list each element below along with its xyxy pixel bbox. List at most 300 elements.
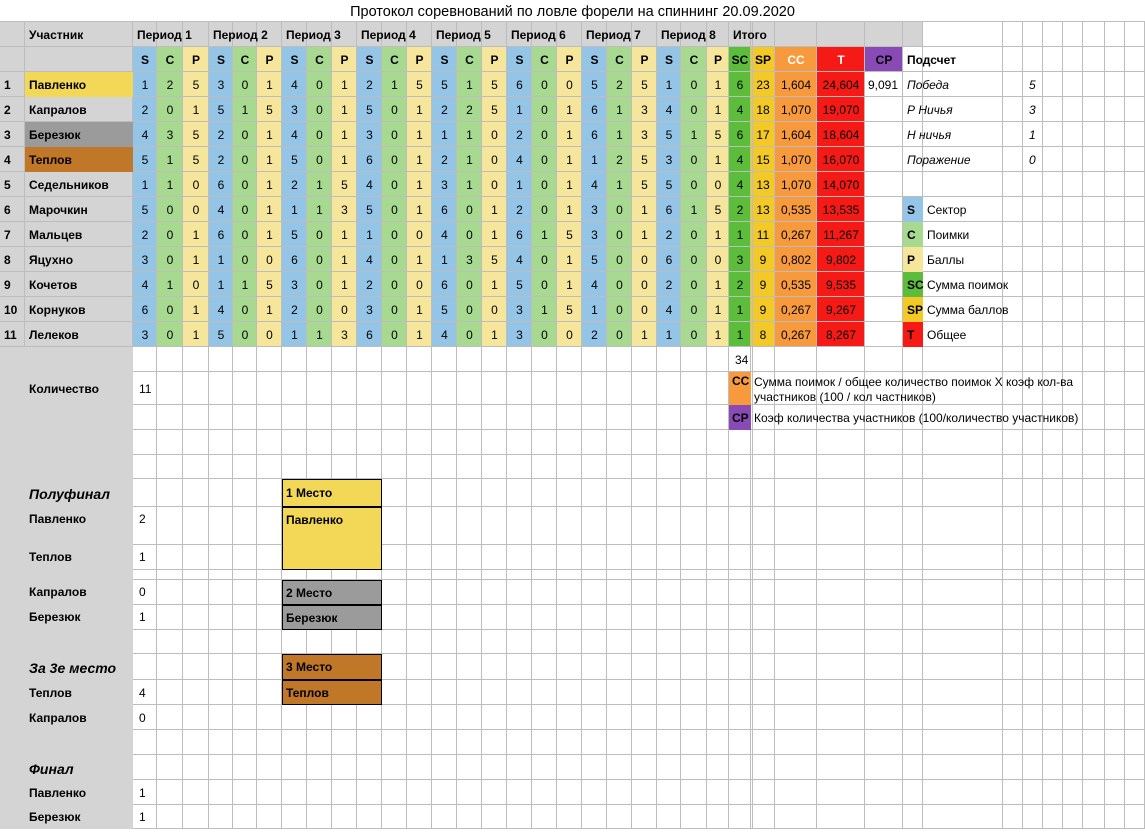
sc-value: 4 (736, 102, 744, 117)
score-value: 2 (441, 152, 448, 167)
cc-value: 0,535 (780, 277, 812, 292)
sc-value: 2 (736, 277, 744, 292)
sp-value: 9 (759, 277, 767, 292)
score-value: 1 (491, 277, 498, 292)
score-value: 1 (516, 102, 523, 117)
score-value: 0 (616, 302, 623, 317)
sub-header-P: P (713, 52, 722, 67)
score-value: 4 (516, 252, 523, 267)
match-name: Теплов (29, 550, 72, 564)
score-value: 0 (391, 277, 398, 292)
score-value: 1 (641, 227, 648, 242)
podschet-header: Подсчет (907, 52, 956, 67)
score-value: 4 (591, 277, 598, 292)
score-value: 0 (466, 202, 473, 217)
score-value: 0 (690, 277, 698, 292)
score-value: 0 (466, 327, 473, 342)
participant-name: Яцухно (29, 252, 74, 267)
score-value: 1 (291, 202, 298, 217)
score-value: 5 (291, 227, 298, 242)
score-value: 1 (416, 302, 423, 317)
score-value: 6 (291, 252, 298, 267)
score-value: 0 (641, 302, 648, 317)
score-value: 0 (316, 302, 323, 317)
semifinal-label: Полуфинал (29, 486, 110, 502)
sub-header-S: S (290, 52, 299, 67)
score-value: 0 (241, 252, 249, 267)
score-value: 0 (714, 252, 722, 267)
score-value: 0 (616, 227, 623, 242)
sp-header: SP (754, 52, 771, 67)
score-value: 2 (291, 177, 298, 192)
score-value: 0 (616, 277, 623, 292)
score-value: 0 (391, 102, 398, 117)
sub-header-S: S (515, 52, 524, 67)
cp-header: CP (875, 52, 893, 67)
score-value: 0 (541, 277, 548, 292)
score-value: 5 (266, 102, 273, 117)
score-value: 0 (266, 327, 273, 342)
match-name: Березюк (29, 610, 81, 624)
score-value: 0 (616, 327, 623, 342)
score-value: 1 (491, 202, 498, 217)
t-value: 13,535 (822, 202, 860, 217)
sub-header-C: C (689, 52, 699, 67)
sc-value: 4 (736, 152, 744, 167)
sc-value: 1 (736, 327, 744, 342)
score-value: 5 (591, 77, 598, 92)
score-value: 0 (266, 252, 273, 267)
sub-header-P: P (265, 52, 274, 67)
row-number: 7 (4, 227, 11, 242)
sp-value: 9 (759, 302, 767, 317)
score-value: 3 (665, 152, 673, 167)
score-value: 0 (241, 152, 249, 167)
score-value: 0 (166, 102, 174, 117)
score-value: 1 (566, 177, 573, 192)
score-value: 5 (341, 177, 348, 192)
podschet-value: 1 (1029, 127, 1036, 142)
score-value: 1 (416, 177, 423, 192)
t-value: 9,267 (825, 302, 857, 317)
score-value: 0 (641, 252, 648, 267)
score-value: 5 (591, 252, 598, 267)
score-value: 6 (591, 102, 598, 117)
place-name: Теплов (286, 685, 329, 700)
cc-value: 1,604 (780, 77, 812, 92)
cc-value: 1,070 (780, 102, 812, 117)
t-value: 19,070 (822, 102, 860, 117)
score-value: 1 (192, 102, 200, 117)
score-value: 0 (416, 227, 423, 242)
score-value: 1 (714, 277, 722, 292)
score-value: 1 (316, 202, 323, 217)
score-value: 3 (516, 302, 523, 317)
score-value: 4 (665, 102, 673, 117)
period-header-2: Период 2 (213, 27, 268, 42)
participant-name: Корнуков (29, 302, 86, 317)
score-value: 5 (566, 302, 573, 317)
podschet-label: Победа (907, 77, 949, 92)
match-score: 1 (139, 550, 146, 564)
score-value: 5 (217, 102, 225, 117)
score-value: 0 (166, 227, 174, 242)
score-value: 0 (541, 77, 548, 92)
score-value: 4 (441, 227, 448, 242)
score-value: 1 (566, 102, 573, 117)
score-value: 3 (341, 327, 348, 342)
score-value: 2 (217, 127, 225, 142)
score-value: 2 (291, 302, 298, 317)
score-value: 5 (491, 252, 498, 267)
participant-name: Лелеков (29, 327, 79, 342)
cc-value: 0,535 (780, 202, 812, 217)
score-value: 4 (217, 202, 225, 217)
t-value: 14,070 (822, 177, 860, 192)
participant-name: Мальцев (29, 227, 83, 242)
score-value: 1 (341, 277, 348, 292)
sc-header: SC (731, 52, 749, 67)
score-value: 1 (616, 177, 623, 192)
score-value: 5 (291, 152, 298, 167)
count-value: 11 (139, 381, 152, 396)
score-value: 3 (291, 277, 298, 292)
score-value: 6 (217, 227, 225, 242)
period-header-3: Период 3 (286, 27, 341, 42)
score-value: 2 (141, 227, 149, 242)
match-score: 2 (139, 512, 146, 526)
score-value: 5 (641, 77, 648, 92)
cc-value: 0,802 (780, 252, 812, 267)
score-value: 0 (566, 77, 573, 92)
legend-code: SC (907, 277, 924, 292)
participant-name: Седельников (29, 177, 109, 192)
score-value: 1 (466, 127, 473, 142)
match-name: Теплов (29, 685, 72, 700)
participant-name: Теплов (29, 152, 72, 167)
match-score: 1 (139, 810, 146, 824)
match-score: 0 (139, 585, 146, 599)
place-label: 2 Место (286, 585, 333, 600)
sub-header-C: C (240, 52, 250, 67)
score-value: 5 (516, 277, 523, 292)
score-value: 5 (714, 127, 722, 142)
score-value: 0 (241, 227, 249, 242)
sp-value: 11 (756, 227, 770, 242)
legend-text: Баллы (927, 252, 965, 267)
score-value: 0 (541, 202, 548, 217)
score-value: 5 (366, 102, 373, 117)
score-value: 0 (391, 177, 398, 192)
score-value: 0 (316, 152, 323, 167)
podschet-value: 0 (1029, 152, 1036, 167)
score-value: 3 (441, 177, 448, 192)
legend-text: Общее (927, 327, 967, 342)
legend-text: Сектор (927, 202, 967, 217)
score-value: 0 (316, 102, 323, 117)
score-value: 1 (416, 127, 423, 142)
grid-line (1104, 22, 1105, 347)
score-value: 1 (341, 127, 348, 142)
score-value: 0 (241, 302, 249, 317)
score-value: 1 (541, 302, 548, 317)
score-value: 3 (341, 202, 348, 217)
legend-code: SP (907, 302, 924, 317)
sub-header-S: S (365, 52, 374, 67)
score-value: 0 (316, 127, 323, 142)
sub-header-S: S (590, 52, 599, 67)
score-value: 2 (516, 202, 523, 217)
score-value: 2 (665, 227, 673, 242)
match-score: 1 (139, 610, 146, 624)
sp-value: 9 (759, 252, 767, 267)
score-value: 1 (266, 152, 273, 167)
score-value: 1 (192, 302, 200, 317)
sub-header-P: P (191, 52, 200, 67)
sp-value: 8 (759, 327, 767, 342)
score-value: 0 (192, 202, 200, 217)
score-value: 5 (141, 152, 149, 167)
score-value: 6 (665, 202, 673, 217)
sub-header-C: C (615, 52, 624, 67)
score-value: 6 (516, 77, 523, 92)
score-value: 0 (690, 77, 698, 92)
score-value: 0 (491, 302, 498, 317)
score-value: 0 (690, 327, 698, 342)
row-number: 4 (4, 152, 11, 167)
participant-name: Кочетов (29, 277, 78, 292)
score-value: 0 (690, 227, 698, 242)
score-value: 6 (441, 277, 448, 292)
score-value: 1 (241, 102, 249, 117)
score-value: 3 (591, 202, 598, 217)
score-value: 1 (316, 327, 323, 342)
score-value: 0 (641, 277, 648, 292)
podschet-value: 5 (1029, 77, 1036, 92)
score-value: 5 (491, 77, 498, 92)
cc-value: 1,070 (780, 177, 812, 192)
score-value: 1 (416, 152, 423, 167)
score-value: 5 (665, 177, 673, 192)
score-value: 0 (690, 177, 698, 192)
score-value: 4 (291, 77, 298, 92)
score-value: 3 (516, 327, 523, 342)
score-value: 1 (316, 177, 323, 192)
legend-text: Сумма баллов (927, 302, 1009, 317)
score-value: 1 (714, 152, 722, 167)
sc-value: 3 (736, 252, 744, 267)
score-value: 0 (566, 327, 573, 342)
score-value: 1 (341, 102, 348, 117)
score-value: 0 (391, 127, 398, 142)
period-header-1: Период 1 (137, 27, 192, 42)
place-label: 3 Место (286, 660, 333, 674)
score-value: 1 (714, 302, 722, 317)
score-value: 1 (192, 327, 200, 342)
score-value: 1 (291, 327, 298, 342)
score-value: 0 (690, 302, 698, 317)
score-value: 0 (690, 102, 698, 117)
t-value: 24,604 (822, 77, 860, 92)
score-value: 0 (541, 152, 548, 167)
podschet-label: Н ничья (907, 127, 952, 142)
score-value: 5 (441, 302, 448, 317)
score-value: 0 (391, 302, 398, 317)
score-value: 0 (541, 102, 548, 117)
score-value: 0 (466, 277, 473, 292)
score-value: 0 (391, 252, 398, 267)
score-value: 5 (416, 77, 423, 92)
period-header-5: Период 5 (436, 27, 491, 42)
sub-header-C: C (165, 52, 175, 67)
sp-value: 17 (756, 127, 770, 142)
score-value: 1 (266, 127, 273, 142)
score-value: 3 (466, 252, 473, 267)
score-value: 0 (316, 252, 323, 267)
score-value: 5 (641, 152, 648, 167)
legend-code: T (907, 327, 915, 342)
score-value: 2 (516, 127, 523, 142)
score-value: 3 (291, 102, 298, 117)
score-value: 1 (341, 227, 348, 242)
count-label: Количество (29, 381, 99, 396)
score-value: 1 (466, 77, 473, 92)
score-value: 2 (441, 102, 448, 117)
match-name: Капралов (29, 710, 87, 725)
score-value: 6 (366, 327, 373, 342)
place-name: Березюк (286, 610, 338, 625)
score-value: 0 (391, 327, 398, 342)
sub-header-C: C (540, 52, 549, 67)
score-value: 1 (192, 252, 200, 267)
period-header-7: Период 7 (586, 27, 641, 42)
score-value: 1 (341, 152, 348, 167)
match-name: Капралов (29, 585, 87, 599)
sub-header-S: S (664, 52, 673, 67)
score-value: 5 (491, 102, 498, 117)
cc-value: 0,267 (780, 302, 812, 317)
score-value: 2 (141, 102, 149, 117)
third-place-label: За 3е место (29, 660, 117, 676)
sp-value: 13 (756, 202, 770, 217)
score-value: 2 (591, 327, 598, 342)
sp-value: 23 (756, 77, 770, 92)
score-value: 0 (241, 177, 249, 192)
score-value: 0 (541, 327, 548, 342)
match-name: Березюк (29, 810, 81, 824)
score-value: 1 (166, 152, 174, 167)
score-value: 1 (466, 177, 473, 192)
legend-text: Поимки (927, 227, 970, 242)
score-value: 1 (616, 102, 623, 117)
score-value: 0 (541, 127, 548, 142)
participant-name: Березюк (29, 127, 81, 142)
score-value: 6 (591, 127, 598, 142)
score-value: 6 (516, 227, 523, 242)
score-value: 0 (166, 327, 174, 342)
score-value: 0 (166, 202, 174, 217)
score-value: 1 (714, 227, 722, 242)
sub-header-P: P (490, 52, 499, 67)
score-value: 1 (641, 327, 648, 342)
score-value: 1 (591, 302, 598, 317)
score-value: 1 (166, 277, 174, 292)
formula-text: Сумма поимок / общее количество поимок X коэф кол-ва участников (100 / кол частников) (754, 375, 1074, 404)
t-value: 18,604 (822, 127, 860, 142)
score-value: 0 (166, 252, 174, 267)
sc-value: 4 (736, 177, 744, 192)
t-value: 11,267 (823, 227, 859, 242)
score-value: 3 (641, 127, 648, 142)
score-value: 4 (291, 127, 298, 142)
score-value: 3 (641, 102, 648, 117)
score-value: 0 (491, 177, 498, 192)
score-value: 0 (391, 227, 398, 242)
row-number: 3 (4, 127, 11, 142)
score-value: 0 (241, 202, 249, 217)
score-value: 0 (690, 252, 698, 267)
score-value: 1 (141, 77, 149, 92)
score-value: 1 (690, 202, 698, 217)
score-value: 4 (141, 127, 149, 142)
sub-header-P: P (340, 52, 349, 67)
score-value: 4 (441, 327, 448, 342)
score-value: 0 (491, 127, 498, 142)
score-value: 6 (665, 252, 673, 267)
score-value: 0 (690, 152, 698, 167)
score-value: 1 (714, 102, 722, 117)
score-value: 5 (141, 202, 149, 217)
score-value: 5 (192, 152, 200, 167)
score-value: 4 (366, 252, 373, 267)
match-name: Павленко (29, 512, 87, 526)
t-value: 16,070 (822, 152, 860, 167)
score-value: 5 (192, 127, 200, 142)
score-value: 1 (416, 327, 423, 342)
sub-header-S: S (440, 52, 449, 67)
sp-value: 18 (756, 102, 770, 117)
itogo-header: Итого (733, 27, 767, 42)
score-value: 2 (366, 277, 373, 292)
score-value: 1 (566, 202, 573, 217)
podschet-label: Р Ничья (907, 102, 953, 117)
match-score: 1 (139, 785, 146, 800)
score-value: 0 (316, 227, 323, 242)
score-value: 1 (491, 327, 498, 342)
period-header-8: Период 8 (661, 27, 716, 42)
cc-value: 1,070 (780, 152, 812, 167)
score-value: 0 (316, 77, 323, 92)
score-value: 5 (266, 277, 273, 292)
score-value: 5 (641, 177, 648, 192)
cc-value: 0,267 (780, 227, 812, 242)
score-value: 1 (341, 252, 348, 267)
sub-header-S: S (140, 52, 149, 67)
score-value: 0 (416, 277, 423, 292)
score-value: 1 (266, 227, 273, 242)
score-value: 2 (166, 77, 174, 92)
cc-value: 0,267 (780, 327, 812, 342)
score-value: 2 (616, 152, 623, 167)
sc-value: 6 (736, 127, 744, 142)
score-value: 0 (316, 277, 323, 292)
score-value: 4 (591, 177, 598, 192)
score-value: 0 (192, 177, 200, 192)
row-number: 8 (4, 252, 11, 267)
participant-name: Павленко (29, 77, 87, 92)
score-value: 1 (665, 77, 673, 92)
score-value: 1 (566, 252, 573, 267)
